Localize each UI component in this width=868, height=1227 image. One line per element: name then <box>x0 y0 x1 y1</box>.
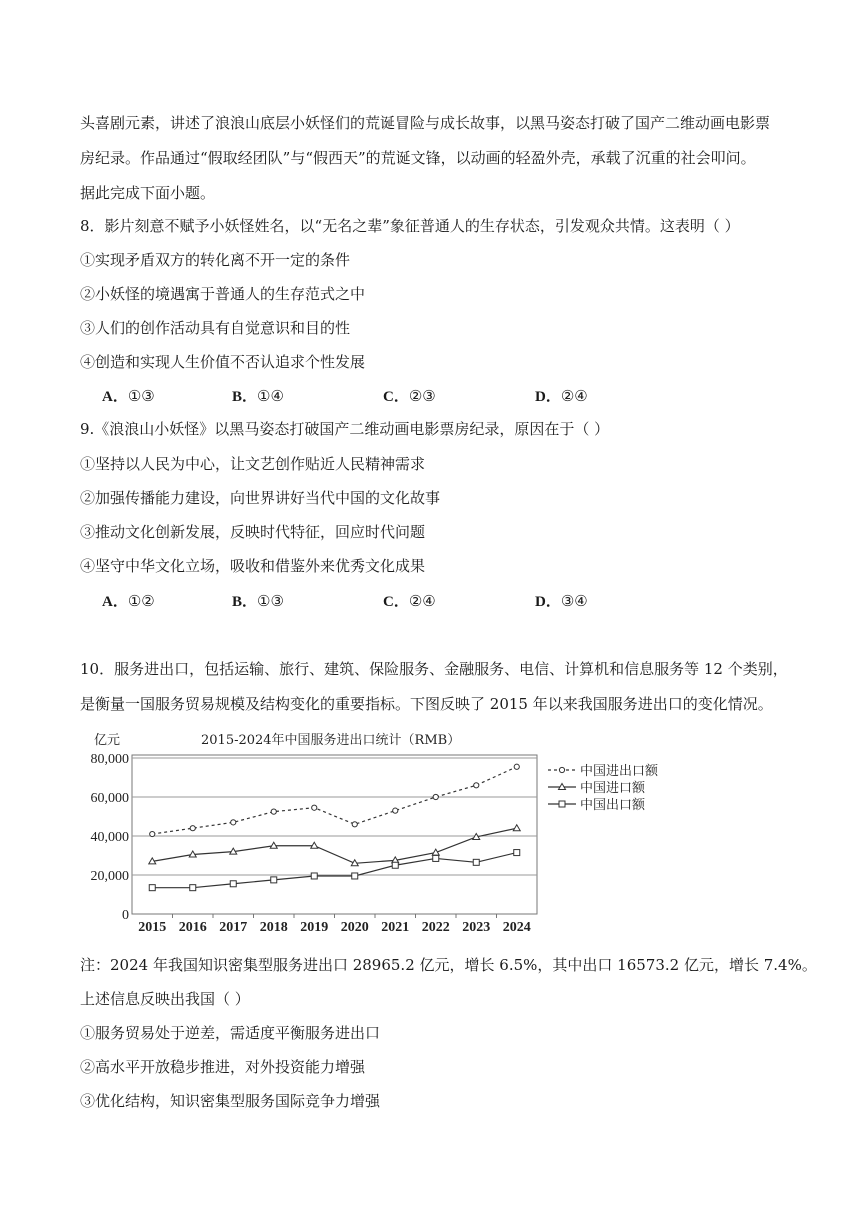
data-point-circle <box>231 820 236 825</box>
q9-item-4: ④坚守中华文化立场，吸收和借鉴外来优秀文化成果 <box>80 557 426 575</box>
data-point-square <box>190 885 196 891</box>
q9-option-c: C．②④ <box>383 592 436 610</box>
y-tick-label: 80,000 <box>90 752 129 767</box>
data-point-circle <box>190 826 195 831</box>
q8-option-d: D．②④ <box>535 387 588 405</box>
legend-marker <box>559 801 565 807</box>
data-point-square <box>352 873 358 879</box>
chart-legend <box>546 758 706 818</box>
q8-item-1: ①实现矛盾双方的转化离不开一定的条件 <box>80 251 351 269</box>
q10-item-2: ②高水平开放稳步推进，对外投资能力增强 <box>80 1058 366 1076</box>
intro-line-1: 头喜剧元素，讲述了浪浪山底层小妖怪们的荒诞冒险与成长故事，以黑马姿态打破了国产二维动画电影票 <box>80 114 771 132</box>
q10-stem-line-1: 10．服务进出口，包括运输、旅行、建筑、保险服务、金融服务、电信、计算机和信息服务等 12 个类别， <box>80 660 788 678</box>
y-tick-label: 40,000 <box>90 830 129 845</box>
chart-title: 2015-2024年中国服务进出口统计（RMB） <box>201 733 461 748</box>
q8-option-c: C．②③ <box>383 387 436 405</box>
x-tick-label: 2019 <box>300 920 329 934</box>
q8-stem: 8．影片刻意不赋予小妖怪姓名，以“无名之辈”象征普通人的生存状态，引发观众共情。这表明（ ） <box>80 217 740 235</box>
q9-item-3: ③推动文化创新发展，反映时代特征，回应时代问题 <box>80 523 426 541</box>
q9-item-1: ①坚持以人民为中心，让文艺创作贴近人民精神需求 <box>80 455 426 473</box>
data-point-square <box>514 850 520 856</box>
x-tick-label: 2022 <box>421 920 450 934</box>
x-tick-label: 2023 <box>462 920 491 934</box>
data-point-square <box>311 873 317 879</box>
q10-item-3: ③优化结构，知识密集型服务国际竞争力增强 <box>80 1092 381 1110</box>
data-point-circle <box>352 822 357 827</box>
y-tick-label: 60,000 <box>90 791 129 806</box>
q9-option-b: B．①③ <box>232 592 284 610</box>
legend-label: 中国进出口额 <box>580 764 659 779</box>
q9-option-a: A．①② <box>102 592 155 610</box>
data-point-square <box>149 885 155 891</box>
data-point-square <box>392 862 398 868</box>
intro-line-3: 据此完成下面小题。 <box>80 184 216 202</box>
q8-item-3: ③人们的创作活动具有自觉意识和目的性 <box>80 319 351 337</box>
q8-item-4: ④创造和实现人生价值不否认追求个性发展 <box>80 353 366 371</box>
x-tick-label: 2016 <box>178 920 207 934</box>
data-point-square <box>433 855 439 861</box>
data-point-circle <box>312 805 317 810</box>
y-axis-ticks <box>91 752 130 923</box>
data-point-circle <box>433 794 438 799</box>
q10-note: 注：2024 年我国知识密集型服务进出口 28965.2 亿元，增长 6.5%，其中出口 16573.2 亿元，增长 7.4%。 <box>80 956 817 974</box>
q9-item-2: ②加强传播能力建设，向世界讲好当代中国的文化故事 <box>80 489 441 507</box>
data-point-circle <box>474 783 479 788</box>
q8-option-a: A．①③ <box>102 387 155 405</box>
data-point-circle <box>393 808 398 813</box>
q10-question: 上述信息反映出我国（ ） <box>80 990 250 1008</box>
q10-item-1: ①服务贸易处于逆差，需适度平衡服务进出口 <box>80 1024 381 1042</box>
legend-label: 中国出口额 <box>580 798 646 813</box>
x-tick-label: 2015 <box>138 920 167 934</box>
x-tick-label: 2024 <box>502 920 531 934</box>
y-tick-label: 0 <box>122 908 129 923</box>
service-trade-chart <box>78 728 548 934</box>
data-point-circle <box>271 809 276 814</box>
x-tick-label: 2018 <box>259 920 288 934</box>
legend-label: 中国进口额 <box>580 781 646 796</box>
q9-stem: 9.《浪浪山小妖怪》以黑马姿态打破国产二维动画电影票房纪录，原因在于（ ） <box>80 420 610 438</box>
q9-option-d: D．③④ <box>535 592 588 610</box>
data-point-square <box>271 877 277 883</box>
q8-option-b: B．①④ <box>232 387 284 405</box>
data-point-circle <box>150 831 155 836</box>
data-point-square <box>473 859 479 865</box>
x-tick-label: 2021 <box>381 920 410 934</box>
x-tick-label: 2020 <box>340 920 369 934</box>
q10-stem-line-2: 是衡量一国服务贸易规模及结构变化的重要指标。下图反映了 2015 年以来我国服务进出口的变化情况。 <box>80 695 773 713</box>
q8-item-2: ②小妖怪的境遇寓于普通人的生存范式之中 <box>80 285 366 303</box>
x-tick-label: 2017 <box>219 920 248 934</box>
chart-ylabel: 亿元 <box>94 733 121 748</box>
legend-marker <box>559 767 564 772</box>
data-point-square <box>230 881 236 887</box>
intro-line-2: 房纪录。作品通过“假取经团队”与“假西天”的荒诞文锋，以动画的轻盈外壳，承载了沉重的社会叩问。 <box>80 149 756 167</box>
data-point-circle <box>514 764 519 769</box>
x-axis-ticks <box>138 914 531 934</box>
y-tick-label: 20,000 <box>90 869 129 884</box>
